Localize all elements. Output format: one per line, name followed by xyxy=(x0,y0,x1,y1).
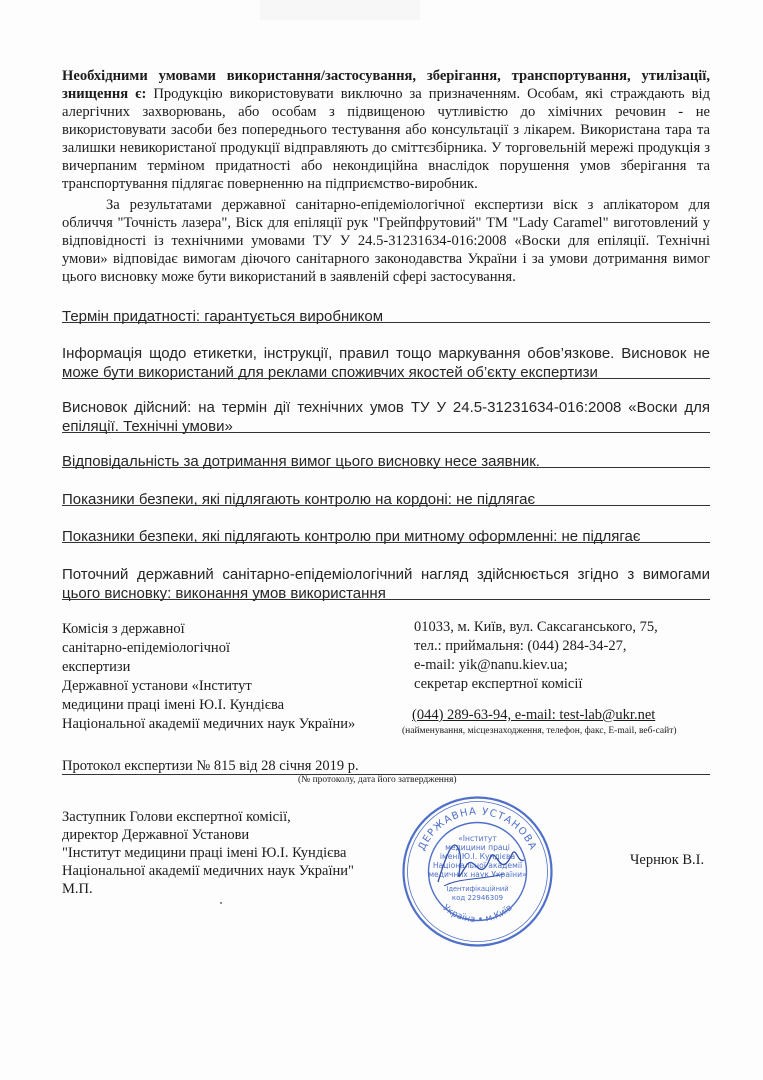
responsibility-text: Відповідальність за дотримання вимог цього висновку несе заявник. xyxy=(62,453,540,470)
commission-email: e-mail: yik@nanu.kiev.ua; xyxy=(414,657,568,673)
border-control-text: Показники безпеки, які підлягають контролю на кордоні: не підлягає xyxy=(62,491,536,508)
protocol-caption: (№ протоколу, дата його затвердження) xyxy=(298,775,457,785)
expertise-result-text: За результатами державної санітарно-епідеміологічної експертизи віск з аплікатором для обличчя "Точність лазера", Віск для епіляції рук "Грейпфрутовий" ТМ "Lady Caramel" виготовлений у відповідності із технічними умовами ТУ У 24.5-31231634-016:2008 «Воски для епіляції. Технічні умови» відповідає вимогам діючого санітарного законодавства України і за умови дотримання вимог цього висновку може бути використаний в заявленій сфері застосування. xyxy=(62,197,710,285)
supervision-text: Поточний державний санітарно-епідеміологічний нагляд здійснюється згідно з вимогами цього висновку: виконання умов використання xyxy=(62,566,710,602)
commission-contacts xyxy=(414,618,658,694)
commission-name: Комісія з державної санітарно-епідеміологічної експертизи Державної установи «Інститут медицини праці імені Ю.І. Кундієва Національної академії медичних наук України» xyxy=(62,621,356,732)
svg-text:медицини праці: медицини праці xyxy=(445,843,510,852)
secretary-contacts: (044) 289-63-94, e-mail: test-lab@ukr.net xyxy=(412,707,656,723)
usage-conditions-paragraph xyxy=(62,67,710,193)
contacts-caption: (найменування, місцезнаходження, телефон, факс, E-mail, веб-сайт) xyxy=(402,726,677,736)
svg-text:Україна • м.Київ xyxy=(440,903,514,925)
signatory-block: Заступник Голови експертної комісії, директор Державної Установи "Інститут медицини праці імені Ю.І. Кундієва Національної академії медичних наук України" М.П. xyxy=(62,809,354,897)
commission-address: 01033, м. Київ, вул. Саксаганського, 75, xyxy=(414,619,658,635)
seal-ring-bottom: Україна • м.Київ xyxy=(440,903,515,926)
customs-control-field xyxy=(62,527,710,546)
svg-text:медичних наук України»: медичних наук України» xyxy=(428,870,527,879)
protocol-line: Протокол експертизи № 815 від 28 січня 2019 р. xyxy=(62,758,359,774)
usage-conditions-text: Продукцію використовувати виключно за призначенням. Особам, які страждають від алергічних захворювань, або особам з підвищеною чутливістю до хімічних речовин - не використовувати засоби без попереднього тестування або консультації з лікарем. Використана тара та залишки невикористаної продукції відправляють до сміттєзбірника. У торговельній мережі продукція з вичерпаним терміном придатності або некондиційна внаслідок порушення умов зберігання та транспортування підлягає поверненню на підприємство-виробник. xyxy=(62,86,711,192)
label-info-text: Інформація щодо етикетки, інструкції, правил тощо маркування обов’язкове. Висновок не може бути використаний для реклами споживчих якостей об’єкту експертизи xyxy=(62,345,710,381)
seal-ring-top: ДЕРЖАВНА УСТАНОВА xyxy=(416,806,539,853)
expertise-result-paragraph xyxy=(62,196,710,286)
shelf-life-text: Термін придатності: гарантується виробником xyxy=(62,308,384,325)
svg-text:Національної академії: Національної академії xyxy=(432,861,523,870)
customs-control-text: Показники безпеки, які підлягають контролю при митному оформленні: не підлягає xyxy=(62,528,641,545)
validity-text: Висновок дійсний: на термін дії технічних умов ТУ У 24.5-31231634-016:2008 «Воски для епіляції. Технічні умови» xyxy=(62,399,710,435)
signatory-name: Чернюк В.І. xyxy=(630,852,705,868)
scan-smudge xyxy=(260,0,420,20)
svg-text:Ідентифікаційний: Ідентифікаційний xyxy=(446,885,509,893)
svg-text:імені Ю.І. Кундієва: імені Ю.І. Кундієва xyxy=(439,852,516,861)
commission-secretary: секретар експертної комісії xyxy=(414,676,583,692)
supervision-field xyxy=(62,565,710,603)
label-info-field xyxy=(62,344,710,382)
svg-text:«Інститут: «Інститут xyxy=(458,834,497,843)
border-control-field xyxy=(62,490,710,509)
usage-conditions-heading: Необхідними умовами використання/застосування, зберігання, транспортування, утилізації, знищення є: xyxy=(62,68,710,102)
svg-text:код 22946309: код 22946309 xyxy=(451,894,504,902)
shelf-life-field xyxy=(62,307,710,326)
official-seal xyxy=(400,794,555,949)
validity-field xyxy=(62,398,710,436)
scan-speck xyxy=(220,902,222,904)
commission-phone: тел.: приймальня: (044) 284-34-27, xyxy=(414,638,627,654)
responsibility-field xyxy=(62,452,710,471)
